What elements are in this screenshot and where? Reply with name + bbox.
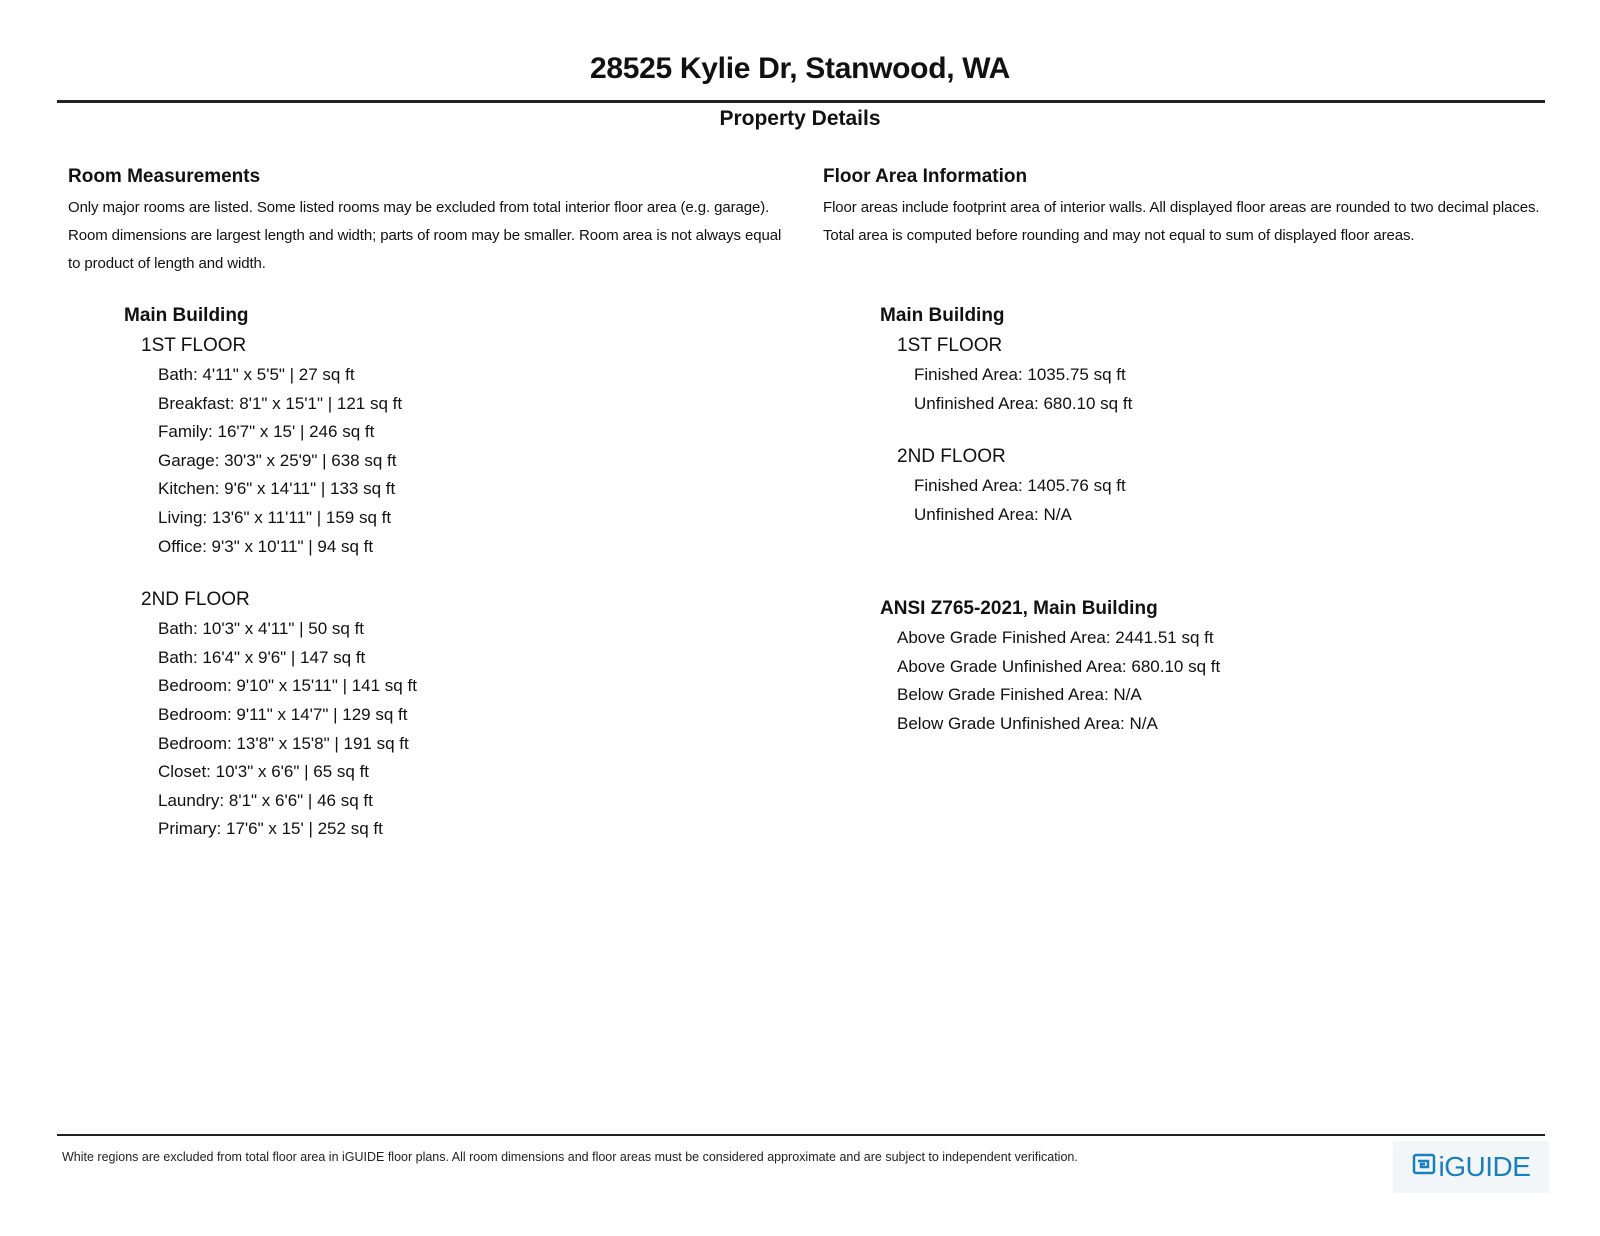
page-subtitle: Property Details: [719, 107, 881, 130]
floor-area-heading: Floor Area Information: [823, 166, 1028, 187]
room-item: Breakfast: 8'1" x 15'1" | 121 sq ft: [158, 393, 403, 413]
footer-divider: [57, 1134, 1545, 1136]
room-item: Bedroom: 9'11" x 14'7" | 129 sq ft: [158, 704, 408, 724]
room-item: Bath: 4'11" x 5'5" | 27 sq ft: [158, 365, 355, 384]
unfinished-area-1st: Unfinished Area: 680.10 sq ft: [914, 393, 1133, 413]
ansi-line: Above Grade Unfinished Area: 680.10 sq ft: [897, 656, 1221, 676]
room-item: Bedroom: 9'10" x 15'11" | 141 sq ft: [158, 676, 417, 696]
ansi-line: Below Grade Unfinished Area: N/A: [897, 713, 1158, 733]
ansi-line: Above Grade Finished Area: 2441.51 sq ft: [897, 628, 1214, 647]
floor-label-2nd: 2ND FLOOR: [141, 589, 250, 611]
building-label: Main Building: [124, 305, 249, 326]
iguide-logo-icon: [1412, 1151, 1439, 1183]
room-measurements-section: [68, 166, 790, 278]
room-item: Bath: 10'3" x 4'11" | 50 sq ft: [158, 619, 365, 639]
header-divider: [57, 100, 1545, 103]
floor-label-1st: 1ST FLOOR: [897, 335, 1003, 356]
iguide-logo: [1393, 1141, 1549, 1193]
room-item: Closet: 10'3" x 6'6" | 65 sq ft: [158, 762, 370, 782]
room-item: Laundry: 8'1" x 6'6" | 46 sq ft: [158, 790, 373, 810]
finished-area-1st: Finished Area: 1035.75 sq ft: [914, 365, 1126, 384]
floor-area-section: [823, 166, 1551, 250]
floor-label-1st: 1ST FLOOR: [141, 335, 247, 356]
ansi-heading: ANSI Z765-2021, Main Building: [880, 598, 1158, 619]
ansi-line: Below Grade Finished Area: N/A: [897, 685, 1142, 705]
room-item: Bedroom: 13'8" x 15'8" | 191 sq ft: [158, 733, 409, 753]
room-item: Family: 16'7" x 15' | 246 sq ft: [158, 422, 375, 442]
room-item: Kitchen: 9'6" x 14'11" | 133 sq ft: [158, 479, 396, 499]
finished-area-2nd: Finished Area: 1405.76 sq ft: [914, 476, 1126, 496]
room-item: Garage: 30'3" x 25'9" | 638 sq ft: [158, 450, 397, 470]
room-item: Office: 9'3" x 10'11" | 94 sq ft: [158, 536, 374, 556]
floor-label-2nd: 2ND FLOOR: [897, 446, 1006, 468]
floor-area-list: [880, 301, 1132, 529]
room-list: [124, 301, 417, 844]
page-title: 28525 Kylie Dr, Stanwood, WA: [589, 52, 1011, 85]
room-item: Primary: 17'6" x 15' | 252 sq ft: [158, 819, 383, 839]
ansi-section: [880, 594, 1220, 738]
room-measurements-heading: Room Measurements: [68, 166, 261, 187]
unfinished-area-2nd: Unfinished Area: N/A: [914, 504, 1072, 524]
room-item: Living: 13'6" x 11'11" | 159 sq ft: [158, 507, 392, 527]
room-item: Bath: 16'4" x 9'6" | 147 sq ft: [158, 647, 366, 667]
room-measurements-description: Only major rooms are listed. Some listed rooms may be excluded from total interior floor area (e.g. garage). Room dimensions are largest length and width; parts of room may be smaller. Room area is not always equal to product of length and width.: [68, 199, 782, 272]
building-label: Main Building: [880, 305, 1005, 326]
floor-area-description: Floor areas include footprint area of interior walls. All displayed floor areas are rounded to two decimal places. Total area is computed before rounding and may not equal to sum of displayed floor areas.: [823, 199, 1540, 244]
footer-disclaimer: White regions are excluded from total floor area in iGUIDE floor plans. All room dimensions and floor areas must be considered approximate and are subject to independent verification.: [62, 1150, 1078, 1164]
iguide-logo-text: iGUIDE: [1438, 1151, 1531, 1182]
